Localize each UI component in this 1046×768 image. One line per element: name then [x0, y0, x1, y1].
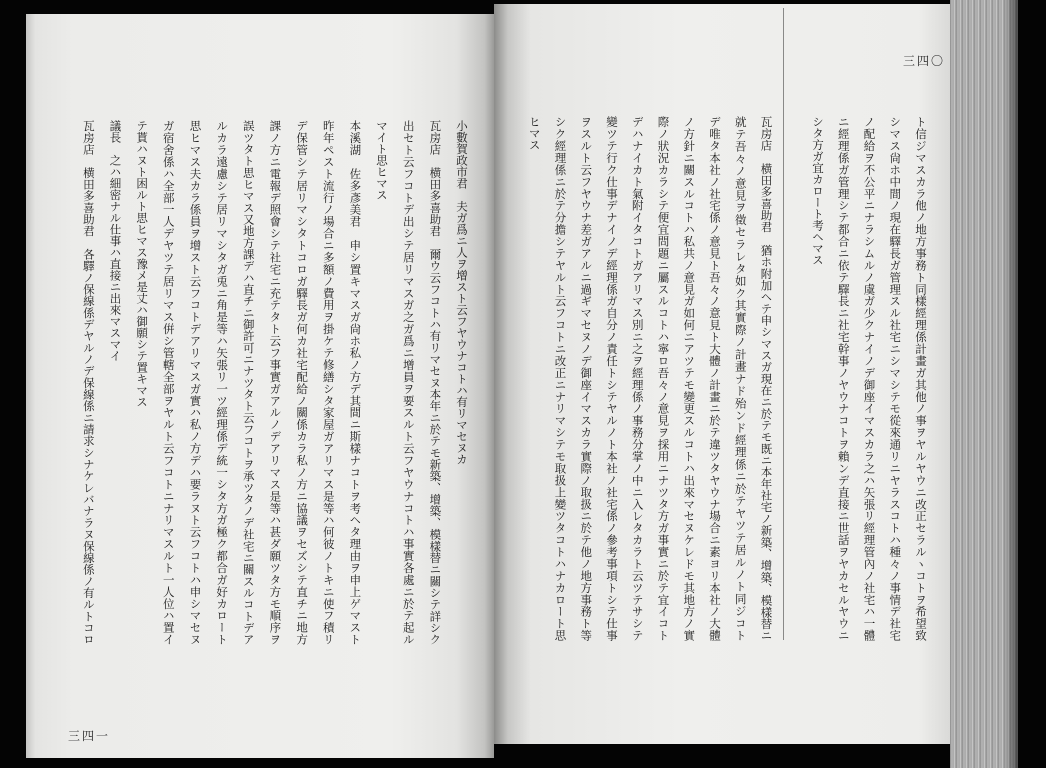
- text-column: ノ配給ヲ不公平ニナラシムルノ虞ガ少クナイノデ御座イマスカラ之ハ矢張リ經理管內ノ社宅ハ一體: [862, 116, 877, 641]
- text-column: 就テ吾々ノ意見ヲ徵セラレタ如ク其實際ノ計畫ナド殆ンド經理係ニ於テヤツテ居ルノト同ジコト: [733, 116, 748, 642]
- text-column: 際ノ狀況カラシテ便宜問題ニ屬スルコトハ寧ロ吾々ノ意見ヲ採用ニナツタ方ガ事實ニ於テ宜イコト: [656, 116, 671, 641]
- text-column: ガ宿舍係ハ全部一人デヤツテ居リマス倂シ管轄全部ヲヤルト云フコトニナリマスルト一人位ハ置イ: [161, 120, 176, 645]
- text-column: 變ツテ行ク仕事デナイノデ經理係ガ自分ノ責任トシテヤルノト本社ノ社宅係ノ參考事項トシテ仕事: [605, 116, 619, 641]
- book-edge-shadow: [1004, 0, 1018, 768]
- text-column: 小數賀政市君 夫ガ爲ニ人ヲ增スト云フヤウナコトハ有リマセヌカ: [455, 120, 469, 465]
- text-column: デ保管シテ居リマシタトコロガ驛長ガ何カ社宅配給ノ關係カラ私ノ方ニ協議ヲセズシテ直チニ地方: [295, 120, 310, 645]
- text-column: ニ經理係ガ管理シテ都合ニ依テ驛長ニ社宅幹事ノヤウナコトヲ賴ンデ直接ニ世話ヲヤカセルヤウニ: [836, 116, 851, 641]
- text-column: 議長 之ハ細密ナル仕事ハ直接ニ出來マスマイ: [108, 120, 123, 362]
- page-number: 三四一: [68, 729, 111, 743]
- left-page-text: [75, 120, 475, 645]
- text-column: シク經理係ニ於テ分擔シテヤルト云フコトニ改正ニナリマシテモ取扱上變ツタコトハナカロート思: [553, 116, 568, 641]
- text-column: シマス尙ホ中間ノ現在驛長ガ管理スル社宅ニシマシテモ從來通リニヤラスコトハ種々ノ事情デ社宅: [888, 116, 903, 641]
- text-column: 瓦房店 横田多喜助君 猶ホ附加ヘテ申シマスガ現在ニ於テモ既ニ本年社宅ノ新築、增築、模樣替ニ: [759, 116, 774, 641]
- text-column: ヒマス: [527, 116, 542, 151]
- text-column: 瓦房店 横田多喜助君 各驛ノ保線係デヤルノデ保線係ニ請求シナケレバナラヌ保線係ノ有ルトコロ: [81, 120, 96, 645]
- column-gap: [779, 116, 805, 641]
- text-column: 瓦房店 横田多喜助君 爾ウ云フコトハ有リマセヌ本年ニ於テモ新築、增築、模樣替ニ關シテ詳シク: [428, 120, 443, 645]
- text-column: 課ノ方ニ電報デ照會シテ社宅ニ充テタト云フ事實ガアルノデアリマス是等ハ甚ダ願ツタ方モ順序ヲ: [268, 120, 283, 645]
- text-column: マイト思ヒマス: [375, 120, 390, 201]
- right-page-text: [521, 116, 933, 641]
- page-number: 三四〇: [903, 54, 946, 68]
- text-column: デハナイカト氣附イタコトガアリマス別ニ之ヲ經理係ノ事務分掌ノ中ニ入レタカラト云ツテサシテ: [630, 116, 645, 641]
- text-column: 昨年ペスト流行ノ場合ニ多額ノ費用ヲ掛ケテ修繕シタ家屋ガアリマス是等ハ何彼ノトキニ使フ積リ: [321, 120, 336, 645]
- text-column: 誤ツタト思ヒマス又地方課デハ直チニ御許可ニナツタト云フコトヲ承ツタノデ社宅ニ關スルコトデア: [241, 120, 256, 645]
- text-column: シタ方ガ宜カロート考ヘマス: [811, 116, 825, 266]
- text-column: テ貰ハヌト困ルト思ヒマス豫メ是丈ハ御願シテ置キマス: [135, 120, 150, 408]
- text-column: ト信ジマスカラ他ノ地方事務ト同樣經理係計畫ガ其他ノ事ヲヤルヤウニ改正セラルヽコトヲ希望致: [914, 116, 928, 641]
- text-column: ルカラ遠慮シテ居リマシタガ兎ニ角是等ハ矢張リ一ツ經理係デ統一シタ方ガ極ク都合ガ好カロート: [215, 120, 230, 645]
- text-column: 出セト云フコトデ出シテ居リマスガ之ガ爲ニ增員ヲ要スルト云フヤウナコトハ事實各處ニ於テ起ル: [401, 120, 416, 645]
- text-column: ヲスルト云フヤウナ差ガアルニ過ギマセヌノデ御座イマスカラ實際ノ取扱ニ於テ他ノ地方事務ト等: [579, 116, 594, 641]
- text-column: ノ方針ニ關スルコトハ私共ノ意見ガ如何ニアツテモ變更スルコトハ出來マセヌケレドモ其地方ノ實: [682, 116, 697, 641]
- text-column: 思ヒマス夫カラ係員ヲ增スト云フコトデアリマスガ實ハ私ノ方デハ要ラヌト云フコトハ申シマセヌ: [188, 120, 203, 645]
- text-column: 本溪湖 佐多彥美君 申シ置キマスガ尙ホ私ノ方デ其間ニ斯樣ナコトヲ考ヘタ理由ヲ申上ゲマスト: [348, 120, 363, 645]
- text-column: デ唯タ本社ノ社宅係ノ意見ト吾々ノ意見ト大體ノ計畫ニ於テ違ツタヤウナ場合ニ素ヨリ本社ノ大體: [708, 116, 722, 641]
